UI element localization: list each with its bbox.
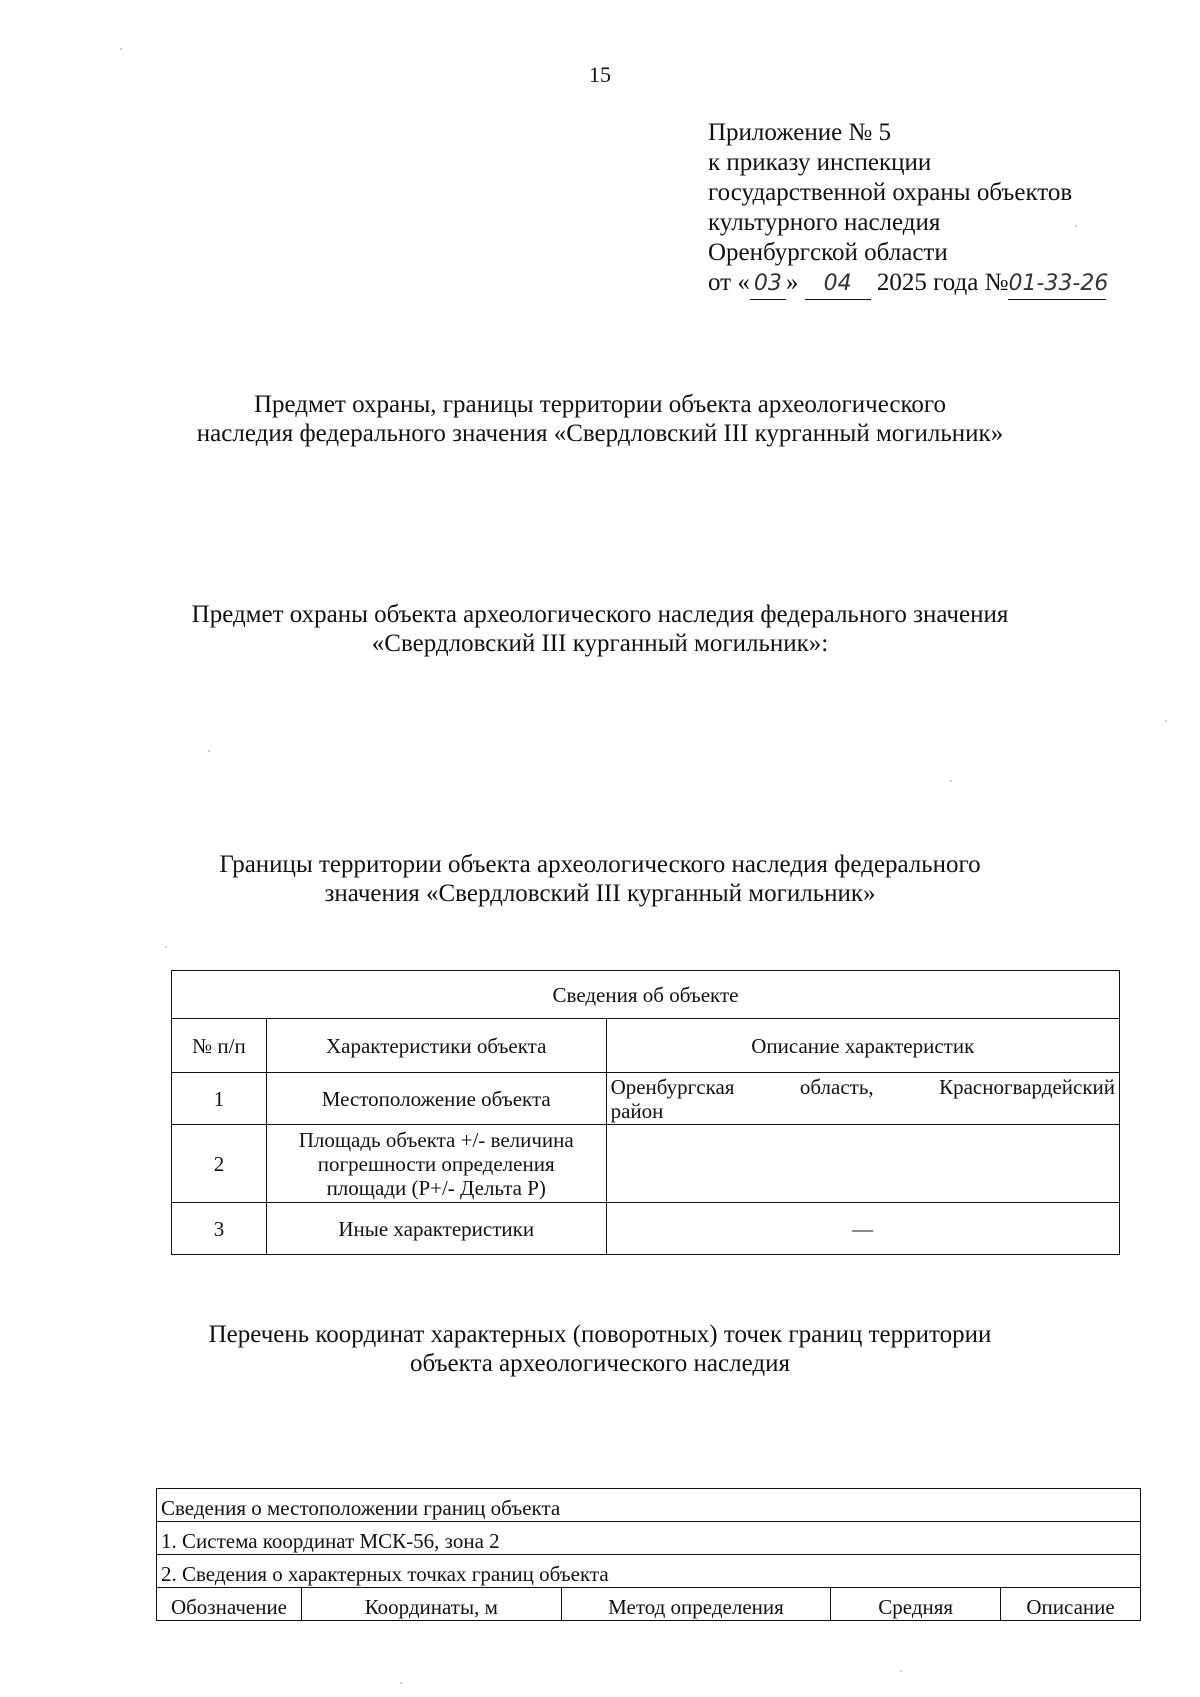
coords-header-method: Метод определения [561, 1588, 831, 1621]
date-mid: » [785, 269, 799, 296]
coordinates-heading-line-2: объекта археологического наследия [410, 1350, 790, 1377]
row-1-description [606, 1073, 1119, 1125]
header-characteristic: Характеристики объекта [266, 1019, 606, 1073]
scan-speck [120, 48, 122, 50]
row-2-description [606, 1125, 1119, 1203]
scan-speck [1165, 720, 1167, 722]
appendix-line-1: Приложение № 5 [708, 119, 892, 146]
appendix-line-2: к приказу инспекции [708, 149, 932, 176]
coordinates-list-heading [0, 1320, 1200, 1378]
scan-speck [208, 750, 210, 752]
order-date-line [708, 268, 1109, 300]
coords-row-location: Сведения о местоположении границ объекта [157, 1489, 1141, 1522]
header-description: Описание характеристик [606, 1019, 1119, 1073]
row-2-characteristic-line-2: погрешности определения [317, 1151, 555, 1176]
protection-heading-line-1: Предмет охраны объекта археологического наследия федерального значения [191, 601, 1009, 628]
page-number: 15 [589, 62, 611, 87]
row-1-number: 1 [172, 1073, 267, 1125]
row-2-characteristic-line-1: Площадь объекта +/- величина [298, 1127, 574, 1152]
row-3-number: 3 [172, 1203, 267, 1255]
row-2-characteristic-line-3: площади (P+/- Дельта P) [326, 1175, 546, 1200]
scan-speck [400, 1682, 402, 1684]
order-month: 04 [805, 269, 871, 300]
protection-subject-heading [0, 600, 1200, 658]
coordinates-heading-line-1: Перечень координат характерных (поворотных) точек границ территории [208, 1321, 992, 1348]
scan-speck [1075, 225, 1077, 227]
row-1-characteristic: Местоположение объекта [266, 1073, 606, 1125]
order-day: 03 [750, 269, 786, 300]
row-3-characteristic: Иные характеристики [266, 1203, 606, 1255]
document-title [0, 390, 1200, 448]
title-line-1: Предмет охраны, границы территории объекта археологического [253, 391, 947, 418]
appendix-line-5: Оренбургской области [708, 239, 948, 266]
protection-heading-line-2: «Свердловский III курганный могильник»: [371, 630, 829, 657]
title-line-2: наследия федерального значения «Свердловский III курганный могильник» [196, 420, 1004, 447]
coords-header-coordinates: Координаты, м [301, 1588, 561, 1621]
row-3-description: — [606, 1203, 1119, 1255]
scan-speck [950, 780, 952, 782]
row-1-description-line-2: район [610, 1098, 664, 1123]
boundaries-heading-line-2: значения «Свердловский III курганный могильник» [324, 880, 876, 907]
scan-speck [165, 946, 167, 948]
row-2-characteristic [266, 1125, 606, 1203]
coords-header-designation: Обозначение [157, 1588, 302, 1621]
coords-row-system: 1. Система координат МСК-56, зона 2 [157, 1522, 1141, 1555]
appendix-block [708, 118, 1109, 300]
boundaries-heading-line-1: Границы территории объекта археологического наследия федерального [219, 851, 981, 878]
appendix-line-3: государственной охраны объектов [708, 179, 1073, 206]
territory-boundaries-heading [0, 850, 1200, 908]
coords-row-points: 2. Сведения о характерных точках границ объекта [157, 1555, 1141, 1588]
appendix-line-4: культурного наследия [708, 209, 941, 236]
order-number: 01-33-26 [1008, 269, 1106, 300]
coords-header-description: Описание [1001, 1588, 1141, 1621]
object-table-caption: Сведения об объекте [172, 971, 1120, 1019]
row-1-description-line-1: Оренбургская область, Красногвардейский [610, 1074, 1115, 1099]
object-info-table [171, 970, 1120, 1255]
date-prefix: от « [708, 269, 750, 296]
coords-header-average: Средняя [831, 1588, 1001, 1621]
row-2-number: 2 [172, 1125, 267, 1203]
order-year: 2025 года № [876, 269, 1009, 296]
coordinates-table [156, 1488, 1141, 1621]
header-number: № п/п [172, 1019, 267, 1073]
scan-speck [900, 1670, 902, 1672]
